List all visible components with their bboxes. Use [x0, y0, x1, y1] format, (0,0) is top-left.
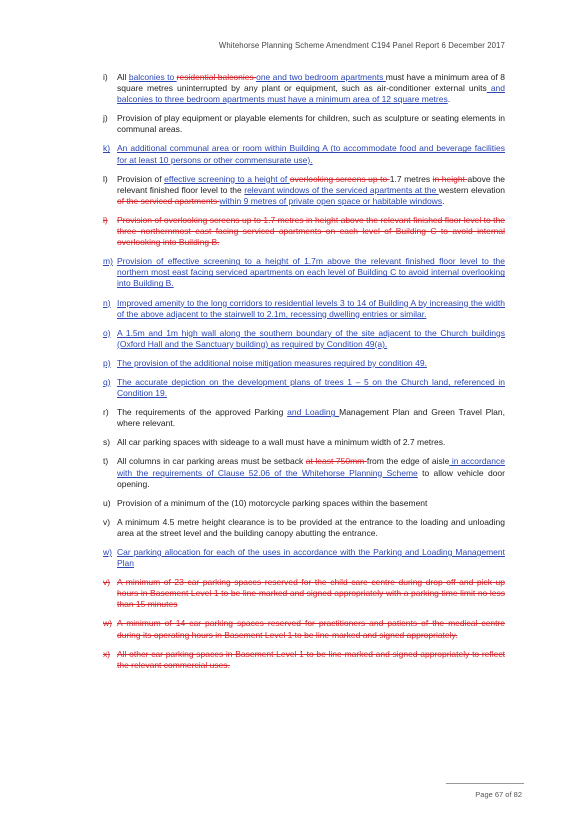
inserted-text: and balconies to three bedroom apartments must have a minimum area of 12 square metres — [117, 83, 505, 105]
list-item — [103, 649, 505, 671]
deleted-text: of the serviced apartments — [117, 195, 220, 206]
text-run: Management Plan and Green Travel Plan, where relevant. — [117, 407, 505, 429]
item-text — [117, 328, 505, 349]
text-run: All columns in car parking areas must be setback — [117, 456, 306, 467]
list-item — [103, 618, 505, 640]
item-text — [117, 407, 505, 428]
deleted-text: at least 750mm — [305, 456, 367, 467]
item-label: i) — [103, 72, 108, 82]
text-run: to allow vehicle door opening. — [117, 467, 505, 489]
deleted-text: overlooking screens up to — [289, 173, 390, 184]
item-text — [117, 143, 505, 164]
item-text — [117, 517, 505, 538]
list-item — [103, 113, 505, 135]
conditions-list — [103, 72, 505, 679]
item-text — [117, 298, 505, 319]
text-run: The requirements of the approved Parking — [117, 407, 288, 418]
inserted-text: within 9 metres of private open space or habitable windows — [219, 195, 443, 206]
item-label: k) — [103, 143, 111, 154]
item-label: u) — [103, 497, 111, 508]
text-run: . — [442, 195, 445, 206]
inserted-text: balconies to — [128, 72, 177, 82]
inserted-text: Car parking allocation for each of the uses in accordance with the Parking and Loading Management Plan — [117, 547, 505, 569]
inserted-text: Improved amenity to the long corridors to residential levels 3 to 14 of Building A by increasing the width of the above adjacent to the stairwell to 2.1m, recessing dwelling entries or similar. — [117, 297, 505, 319]
text-run: Provision of a minimum of the (10) motorcycle parking spaces within the basement — [117, 497, 428, 508]
list-item — [103, 174, 505, 207]
item-text — [117, 577, 505, 609]
deleted-text: in height — [432, 173, 468, 184]
item-label: s) — [103, 437, 111, 448]
text-run: All — [117, 72, 129, 82]
item-text — [117, 358, 427, 368]
text-run: western elevation — [438, 184, 505, 195]
item-text — [117, 618, 505, 639]
list-item — [103, 298, 505, 320]
item-label: j) — [103, 113, 108, 124]
list-item — [103, 407, 505, 429]
list-item — [103, 377, 505, 399]
text-run: A minimum 4.5 metre height clearance is to be provided at the entrance to the loading and unloading area at the street level and the building canopy abutting the entrance. — [117, 516, 505, 538]
list-item — [103, 143, 505, 165]
list-item — [103, 215, 505, 248]
item-text — [117, 437, 445, 447]
item-label: t) — [103, 456, 109, 467]
list-item — [103, 456, 505, 489]
inserted-text: relevant windows of the serviced apartments at the — [244, 184, 439, 195]
inserted-text: effective screening to a height of — [164, 173, 290, 184]
item-text — [117, 174, 505, 206]
deleted-text: All other car parking spaces in Basement Level 1 to be line-marked and signed appropriately to reflect the relevant commercial uses. — [117, 648, 505, 670]
text-run: 1.7 metres — [389, 173, 433, 184]
list-item — [103, 498, 505, 509]
list-item — [103, 358, 505, 369]
text-run: from the edge of aisle — [366, 456, 450, 467]
item-text — [117, 547, 505, 568]
inserted-text: The accurate depiction on the development plans of trees 1 – 5 on the Church land, referenced in Condition 19. — [117, 376, 505, 399]
item-text — [117, 72, 505, 104]
text-run: Provision of — [117, 173, 165, 184]
item-label: x) — [103, 648, 111, 659]
item-text — [117, 256, 505, 288]
item-text — [117, 456, 505, 488]
item-label: v) — [103, 516, 111, 527]
text-run: All car parking spaces with sideage to a wall must have a minimum width of 2.7 metres. — [117, 437, 446, 448]
inserted-text: The provision of the additional noise mitigation measures required by condition 49. — [117, 357, 427, 368]
inserted-text: An additional communal area or room within Building A (to accommodate food and beverage facilities for at least 10 persons or other commensurate use). — [117, 143, 505, 165]
inserted-text: and Loading — [287, 407, 340, 418]
text-run: . — [447, 94, 451, 105]
item-text — [117, 498, 427, 508]
deleted-text: A minimum of 14 car parking spaces reserved for practitioners and patients of the medical centre during its operating hours in Basement Level 1 to be line-marked and signed appropriately. — [117, 618, 505, 640]
item-text — [117, 113, 505, 134]
list-item — [103, 328, 505, 350]
page-header: Whitehorse Planning Scheme Amendment C194 Panel Report 6 December 2017 — [218, 41, 505, 50]
footer-divider — [446, 783, 524, 784]
inserted-text: in accordance with the requirements of Clause 52.06 of the Whitehorse Planning Scheme — [117, 456, 505, 478]
item-label: w) — [103, 618, 112, 629]
item-label: q) — [103, 376, 111, 387]
deleted-text: residential balconies — [176, 72, 257, 82]
item-label: r) — [103, 407, 109, 418]
text-run: must have a minimum area of 8 square metres uninterrupted by any plant or equipment, such as air-conditioner external units — [117, 72, 505, 94]
deleted-text: A minimum of 23 car parking spaces reserved for the child care centre during drop off and pick up hours in Basement Level 1 to be line-marked and signed appropriately with a parking time limit no less than 15 minutes — [117, 577, 505, 610]
list-item — [103, 547, 505, 569]
item-label: o) — [103, 327, 111, 338]
list-item — [103, 517, 505, 539]
item-label: m) — [103, 256, 113, 267]
text-run: above the relevant finished floor level to the — [117, 173, 505, 195]
list-item — [103, 256, 505, 289]
item-text — [117, 377, 505, 398]
item-label: l) — [103, 173, 108, 184]
item-text — [117, 649, 505, 670]
inserted-text: A 1.5m and 1m high wall along the southern boundary of the site adjacent to the Church buildings (Oxford Hall and the Sanctuary building) as required by Condition 49(a). — [117, 327, 505, 349]
page-number: Page 67 of 82 — [475, 790, 522, 799]
item-label: n) — [103, 297, 111, 308]
item-label: v) — [103, 577, 111, 588]
list-item — [103, 72, 505, 105]
inserted-text: one and two bedroom apartments — [256, 72, 386, 82]
list-item — [103, 437, 505, 448]
item-label: w) — [103, 547, 112, 557]
inserted-text: Provision of effective screening to a height of 1.7m above the relevant finished floor level to the northern most east facing serviced apartments on each level of Building C to avoid internal overlooking into Building B. — [117, 256, 505, 289]
deleted-text: Provision of overlooking screens up to 1.7 metres in height above the relevant finished floor level to the three northernmost east facing serviced apartments on each level of Building C to avoid internal overlooking into Building B. — [117, 214, 505, 248]
text-run: Provision of play equipment or playable elements for children, such as sculpture or seating elements in communal areas. — [117, 113, 505, 135]
item-text — [117, 215, 505, 247]
item-label: l) — [103, 214, 108, 225]
list-item — [103, 577, 505, 610]
item-label: p) — [103, 357, 111, 368]
